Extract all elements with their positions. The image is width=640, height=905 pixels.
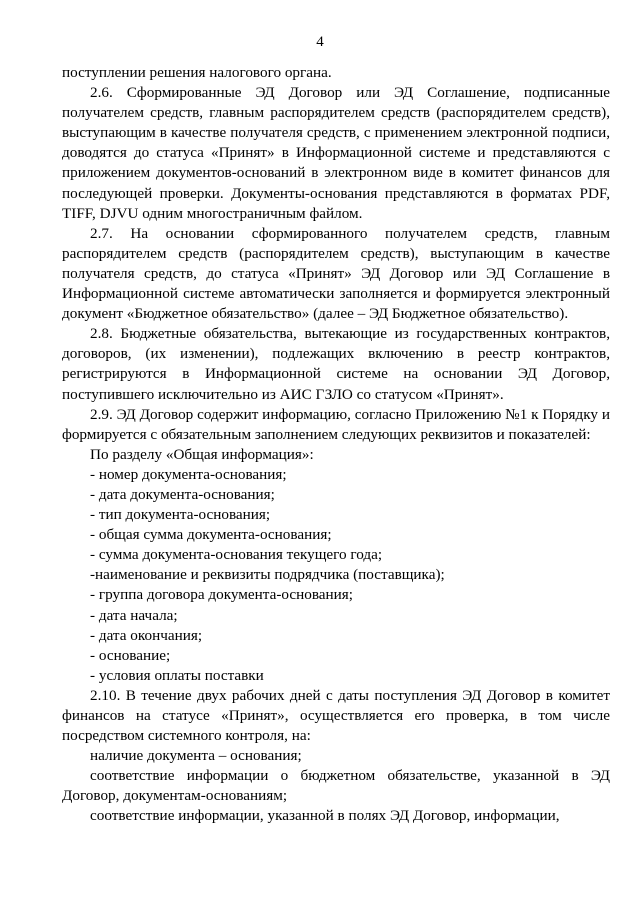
list-item: - условия оплаты поставки (90, 666, 264, 684)
continuation-text: поступлении решения налогового органа. (62, 64, 332, 81)
list-item: - номер документа-основания; (90, 465, 287, 483)
list-item: - дата документа-основания; (90, 485, 275, 503)
page-number: 4 (316, 34, 324, 50)
paragraph-2-8: 2.8. Бюджетные обязательства, вытекающие из государственных контрактов, договоров, (их изменении), подлежащих включению в реестр контрактов, регистрируются в Информационной системе на основании ЭД Договор, поступившего исключительно из АИС ГЗЛО со статусом «Принят». (62, 325, 610, 403)
check-item: соответствие информации о бюджетном обязательстве, указанной в ЭД Договор, документам-основаниям; (62, 767, 610, 805)
check-item: наличие документа – основания; (90, 747, 302, 765)
list-item: - дата окончания; (90, 626, 203, 644)
document-body (62, 63, 610, 827)
list-item: - тип документа-основания; (90, 506, 271, 524)
paragraph-2-10: 2.10. В течение двух рабочих дней с даты поступления ЭД Договор в комитет финансов на статусе «Принят», осуществляется его проверка, в том числе посредством системного контроля, на: (62, 686, 610, 745)
list-item: - дата начала; (90, 606, 178, 624)
check-item: соответствие информации, указанной в полях ЭД Договор, информации, (90, 807, 560, 825)
paragraph-2-6: 2.6. Сформированные ЭД Договор или ЭД Соглашение, подписанные получателем средств, главным распорядителем средств (распорядителем средств), выступающим в качестве получателя средств, с применением электронной подписи, доводятся до статуса «Принят» в Информационной системе и представляются с приложением документов-оснований в электронном виде в комитет финансов для последующей проверки. Документы-основания представляются в форматах PDF, TIFF, DJVU одним многостраничным файлом. (62, 84, 610, 222)
paragraph-2-9: 2.9. ЭД Договор содержит информацию, согласно Приложению №1 к Порядку и формируется с обязательным заполнением следующих реквизитов и показателей: (62, 405, 610, 443)
list-item: - группа договора документа-основания; (90, 586, 354, 604)
section-heading: По разделу «Общая информация»: (90, 445, 314, 463)
paragraph-2-7: 2.7. На основании сформированного получателем средств, главным распорядителем средств (распорядителем средств), выступающим в качестве получателя средств, до статуса «Принят» ЭД Договор или ЭД Соглашение в Информационной системе автоматически заполняется и формируется электронный документ «Бюджетное обязательство» (далее – ЭД Бюджетное обязательство). (62, 224, 610, 323)
list-item: -наименование и реквизиты подрядчика (поставщика); (90, 566, 445, 584)
list-item: - общая сумма документа-основания; (90, 526, 332, 544)
list-item: - основание; (90, 646, 171, 664)
list-item: - сумма документа-основания текущего года; (90, 546, 383, 564)
